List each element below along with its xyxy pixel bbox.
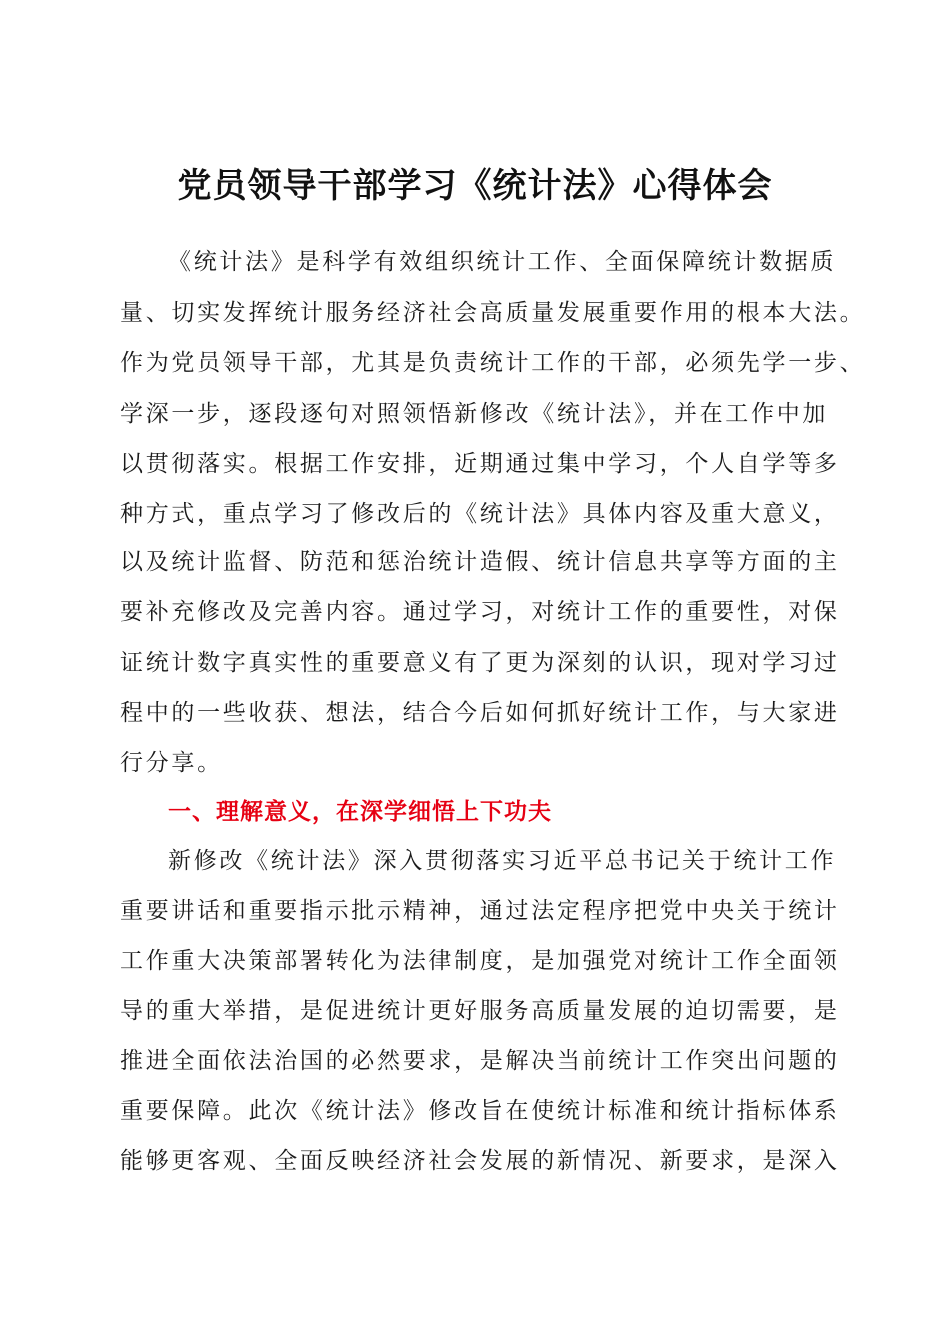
paragraph-line: 作为党员领导干部，尤其是负责统计工作的干部，必须先学一步、 <box>120 350 866 376</box>
paragraph-line: 新修改《统计法》深入贯彻落实习近平总书记关于统计工作 <box>168 848 837 874</box>
paragraph-line: 以及统计监督、防范和惩治统计造假、统计信息共享等方面的主 <box>120 549 840 575</box>
section-heading: 一、理解意义，在深学细悟上下功夫 <box>168 799 552 825</box>
document-title: 党员领导干部学习《统计法》心得体会 <box>177 166 773 206</box>
paragraph-line: 能够更客观、全面反映经济社会发展的新情况、新要求，是深入 <box>120 1148 840 1174</box>
paragraph-line: 导的重大举措，是促进统计更好服务高质量发展的迫切需要，是 <box>120 998 840 1024</box>
paragraph-line: 量、切实发挥统计服务经济社会高质量发展重要作用的根本大法。 <box>120 300 866 326</box>
paragraph-line: 学深一步，逐段逐句对照领悟新修改《统计法》，并在工作中加 <box>120 401 829 427</box>
paragraph-line: 推进全面依法治国的必然要求，是解决当前统计工作突出问题的 <box>120 1048 840 1074</box>
paragraph-line: 重要讲话和重要指示批示精神，通过法定程序把党中央关于统计 <box>120 898 840 924</box>
paragraph-line: 要补充修改及完善内容。通过学习，对统计工作的重要性，对保 <box>120 599 840 625</box>
paragraph-line: 重要保障。此次《统计法》修改旨在使统计标准和统计指标体系 <box>120 1098 840 1124</box>
paragraph-line: 证统计数字真实性的重要意义有了更为深刻的认识，现对学习过 <box>120 650 840 676</box>
paragraph-line: 《统计法》是科学有效组织统计工作、全面保障统计数据质 <box>168 249 837 275</box>
paragraph-line: 程中的一些收获、想法，结合今后如何抓好统计工作，与大家进 <box>120 700 840 726</box>
paragraph-line: 种方式，重点学习了修改后的《统计法》具体内容及重大意义， <box>120 501 840 527</box>
paragraph-line: 行分享。 <box>120 750 223 776</box>
paragraph-line: 以贯彻落实。根据工作安排，近期通过集中学习，个人自学等多 <box>120 451 840 477</box>
paragraph-line: 工作重大决策部署转化为法律制度，是加强党对统计工作全面领 <box>120 948 840 974</box>
